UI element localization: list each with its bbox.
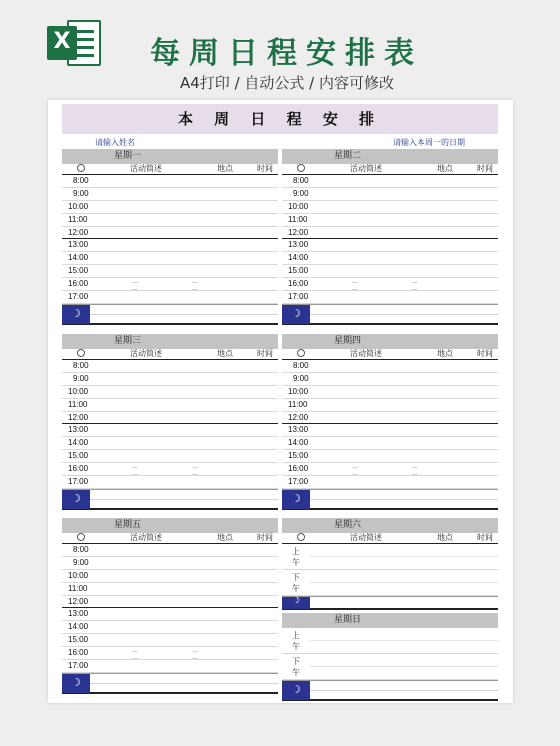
column-header bbox=[282, 533, 498, 544]
moon-icon: ☽ bbox=[282, 597, 310, 609]
column-activity: 活动简述 bbox=[350, 349, 382, 358]
time-slot-row[interactable] bbox=[282, 291, 498, 304]
time-slot-label: 13:00 bbox=[288, 240, 309, 250]
time-slot-label: 13:00 bbox=[288, 425, 309, 435]
time-slot-row[interactable] bbox=[62, 188, 278, 201]
time-slot-row[interactable] bbox=[282, 373, 498, 386]
time-slot-row[interactable] bbox=[62, 463, 278, 476]
column-time: 时间 bbox=[477, 164, 493, 173]
clock-icon bbox=[297, 349, 305, 357]
day-block-saturday bbox=[282, 518, 498, 610]
time-slot-label: 12:00 bbox=[68, 412, 89, 422]
time-slot-label: 14:00 bbox=[68, 253, 89, 263]
time-slot-row[interactable] bbox=[62, 583, 278, 596]
time-slot-label: 9:00 bbox=[293, 373, 309, 383]
time-slot-row[interactable] bbox=[282, 399, 498, 412]
time-slot-row[interactable] bbox=[282, 252, 498, 265]
column-place: 地点 bbox=[217, 349, 233, 358]
time-slot-label: 13:00 bbox=[68, 425, 89, 435]
column-header bbox=[282, 349, 498, 360]
time-slot-row[interactable] bbox=[282, 463, 498, 476]
evening-row[interactable] bbox=[62, 489, 278, 510]
time-slot-label: 15:00 bbox=[288, 266, 309, 276]
column-activity: 活动简述 bbox=[130, 164, 162, 173]
time-slot-label: 8:00 bbox=[73, 361, 89, 370]
moon-icon: ☽ bbox=[282, 305, 310, 324]
afternoon-row[interactable] bbox=[282, 570, 498, 596]
column-header bbox=[62, 533, 278, 544]
time-slot-label: 11:00 bbox=[288, 214, 308, 224]
time-slot-label: 11:00 bbox=[68, 583, 88, 593]
time-slot-label: 12:00 bbox=[68, 227, 89, 237]
evening-row[interactable] bbox=[62, 304, 278, 325]
time-slot-label: 10:00 bbox=[68, 570, 89, 580]
time-slot-label: 12:00 bbox=[288, 412, 309, 422]
time-slot-row[interactable] bbox=[282, 386, 498, 399]
time-slot-label: 11:00 bbox=[68, 214, 88, 224]
column-time: 时间 bbox=[477, 349, 493, 358]
time-slot-row[interactable] bbox=[62, 252, 278, 265]
time-slot-label: 8:00 bbox=[293, 361, 309, 370]
column-activity: 活动简述 bbox=[130, 533, 162, 542]
day-block-wednesday bbox=[62, 334, 278, 510]
time-slot-row[interactable] bbox=[62, 476, 278, 489]
time-slot-row[interactable] bbox=[62, 570, 278, 583]
day-header: 星期一 bbox=[62, 149, 278, 164]
afternoon-row[interactable] bbox=[282, 654, 498, 680]
logo-letter: X bbox=[53, 29, 71, 54]
time-slot-label: 13:00 bbox=[68, 240, 89, 250]
time-slot-label: 12:00 bbox=[68, 596, 89, 606]
time-slot-row[interactable] bbox=[62, 634, 278, 647]
time-slot-row[interactable] bbox=[62, 647, 278, 660]
date-input-hint[interactable]: 请输入本周一的日期 bbox=[393, 138, 465, 147]
time-slot-label: 15:00 bbox=[68, 266, 89, 276]
time-slot-row[interactable] bbox=[62, 175, 278, 188]
time-slot-row[interactable] bbox=[282, 412, 498, 425]
time-slot-row[interactable] bbox=[62, 450, 278, 463]
time-slot-row[interactable] bbox=[62, 201, 278, 214]
column-header bbox=[62, 164, 278, 175]
clock-icon bbox=[77, 349, 85, 357]
morning-label: 上午 bbox=[292, 547, 300, 567]
time-slot-label: 10:00 bbox=[68, 386, 89, 396]
time-slot-label: 16:00 bbox=[68, 648, 89, 658]
day-block-monday bbox=[62, 149, 278, 325]
moon-icon: ☽ bbox=[62, 490, 90, 509]
time-slot-label: 17:00 bbox=[68, 477, 89, 487]
excel-logo-icon bbox=[47, 18, 101, 68]
name-input-hint[interactable]: 请输入姓名 bbox=[95, 138, 135, 147]
time-slot-label: 14:00 bbox=[288, 438, 309, 448]
column-place: 地点 bbox=[437, 164, 453, 173]
time-slot-label: 15:00 bbox=[68, 635, 89, 645]
time-slot-label: 16:00 bbox=[288, 464, 309, 474]
day-header: 星期六 bbox=[282, 518, 498, 533]
morning-row[interactable] bbox=[282, 628, 498, 654]
time-slot-label: 11:00 bbox=[288, 399, 308, 409]
column-place: 地点 bbox=[217, 164, 233, 173]
morning-label: 上午 bbox=[292, 631, 300, 651]
time-slot-row[interactable] bbox=[62, 227, 278, 240]
column-activity: 活动简述 bbox=[350, 533, 382, 542]
time-slot-row[interactable] bbox=[62, 557, 278, 570]
time-slot-row[interactable] bbox=[62, 437, 278, 450]
afternoon-label: 下午 bbox=[292, 573, 300, 593]
moon-icon: ☽ bbox=[282, 490, 310, 509]
time-slot-row[interactable] bbox=[62, 239, 278, 252]
time-slot-row[interactable] bbox=[282, 188, 498, 201]
schedule-title: 本 周 日 程 安 排 bbox=[62, 104, 498, 134]
evening-row[interactable] bbox=[62, 673, 278, 694]
time-slot-row[interactable] bbox=[62, 214, 278, 227]
day-block-friday bbox=[62, 518, 278, 694]
time-slot-row[interactable] bbox=[62, 278, 278, 291]
column-time: 时间 bbox=[257, 533, 273, 542]
time-slot-row[interactable] bbox=[282, 476, 498, 489]
time-slot-label: 9:00 bbox=[73, 188, 89, 198]
clock-icon bbox=[77, 533, 85, 541]
time-slot-row[interactable] bbox=[62, 265, 278, 278]
time-slot-row[interactable] bbox=[62, 621, 278, 634]
time-slot-row[interactable] bbox=[62, 608, 278, 621]
time-slot-row[interactable] bbox=[282, 360, 498, 373]
time-slot-row[interactable] bbox=[282, 201, 498, 214]
time-slot-label: 9:00 bbox=[293, 188, 309, 198]
time-slot-label: 15:00 bbox=[68, 451, 89, 461]
time-slot-row[interactable] bbox=[282, 227, 498, 240]
time-slot-label: 14:00 bbox=[288, 253, 309, 263]
day-header: 星期二 bbox=[282, 149, 498, 164]
column-time: 时间 bbox=[257, 164, 273, 173]
time-slot-row[interactable] bbox=[62, 291, 278, 304]
evening-row[interactable] bbox=[282, 680, 498, 701]
time-slot-label: 10:00 bbox=[288, 201, 309, 211]
time-slot-row[interactable] bbox=[62, 386, 278, 399]
time-slot-label: 8:00 bbox=[293, 176, 309, 185]
column-time: 时间 bbox=[477, 533, 493, 542]
day-block-sunday bbox=[282, 613, 498, 701]
day-header: 星期五 bbox=[62, 518, 278, 533]
time-slot-label: 14:00 bbox=[68, 438, 89, 448]
page-title: 每周日程安排表 bbox=[150, 36, 423, 71]
time-slot-row[interactable] bbox=[62, 373, 278, 386]
time-slot-label: 17:00 bbox=[288, 292, 309, 302]
clock-icon bbox=[77, 164, 85, 172]
time-slot-row[interactable] bbox=[282, 437, 498, 450]
time-slot-row[interactable] bbox=[62, 412, 278, 425]
clock-icon bbox=[297, 164, 305, 172]
evening-row[interactable] bbox=[282, 489, 498, 510]
day-header: 星期日 bbox=[282, 613, 498, 628]
time-slot-label: 16:00 bbox=[288, 279, 309, 289]
time-slot-row[interactable] bbox=[62, 660, 278, 673]
time-slot-label: 8:00 bbox=[73, 545, 89, 554]
time-slot-label: 17:00 bbox=[68, 292, 89, 302]
time-slot-row[interactable] bbox=[282, 424, 498, 437]
column-header bbox=[282, 164, 498, 175]
column-activity: 活动简述 bbox=[350, 164, 382, 173]
time-slot-row[interactable] bbox=[282, 175, 498, 188]
time-slot-label: 16:00 bbox=[68, 279, 89, 289]
time-slot-label: 17:00 bbox=[68, 661, 89, 671]
time-slot-label: 14:00 bbox=[68, 622, 89, 632]
day-block-tuesday bbox=[282, 149, 498, 325]
column-place: 地点 bbox=[437, 349, 453, 358]
time-slot-label: 9:00 bbox=[73, 373, 89, 383]
time-slot-label: 10:00 bbox=[288, 386, 309, 396]
time-slot-label: 16:00 bbox=[68, 464, 89, 474]
moon-icon: ☽ bbox=[62, 674, 90, 693]
time-slot-label: 8:00 bbox=[73, 176, 89, 185]
day-block-thursday bbox=[282, 334, 498, 510]
time-slot-label: 12:00 bbox=[288, 227, 309, 237]
time-slot-row[interactable] bbox=[282, 214, 498, 227]
time-slot-label: 11:00 bbox=[68, 399, 88, 409]
clock-icon bbox=[297, 533, 305, 541]
column-place: 地点 bbox=[217, 533, 233, 542]
column-place: 地点 bbox=[437, 533, 453, 542]
time-slot-row[interactable] bbox=[62, 596, 278, 609]
moon-icon: ☽ bbox=[282, 681, 310, 700]
time-slot-row[interactable] bbox=[62, 399, 278, 412]
morning-row[interactable] bbox=[282, 544, 498, 570]
time-slot-row[interactable] bbox=[62, 544, 278, 557]
moon-icon: ☽ bbox=[62, 305, 90, 324]
time-slot-label: 15:00 bbox=[288, 451, 309, 461]
column-time: 时间 bbox=[257, 349, 273, 358]
time-slot-row[interactable] bbox=[282, 278, 498, 291]
time-slot-label: 10:00 bbox=[68, 201, 89, 211]
time-slot-label: 17:00 bbox=[288, 477, 309, 487]
column-header bbox=[62, 349, 278, 360]
time-slot-row[interactable] bbox=[282, 265, 498, 278]
time-slot-label: 13:00 bbox=[68, 609, 89, 619]
time-slot-row[interactable] bbox=[282, 450, 498, 463]
time-slot-row[interactable] bbox=[62, 360, 278, 373]
evening-row[interactable] bbox=[282, 304, 498, 325]
time-slot-row[interactable] bbox=[282, 239, 498, 252]
day-header: 星期三 bbox=[62, 334, 278, 349]
column-activity: 活动简述 bbox=[130, 349, 162, 358]
evening-row[interactable] bbox=[282, 596, 498, 610]
day-header: 星期四 bbox=[282, 334, 498, 349]
afternoon-label: 下午 bbox=[292, 657, 300, 677]
time-slot-label: 9:00 bbox=[73, 557, 89, 567]
page-subtitle: A4打印 / 自动公式 / 内容可修改 bbox=[180, 74, 394, 92]
time-slot-row[interactable] bbox=[62, 424, 278, 437]
